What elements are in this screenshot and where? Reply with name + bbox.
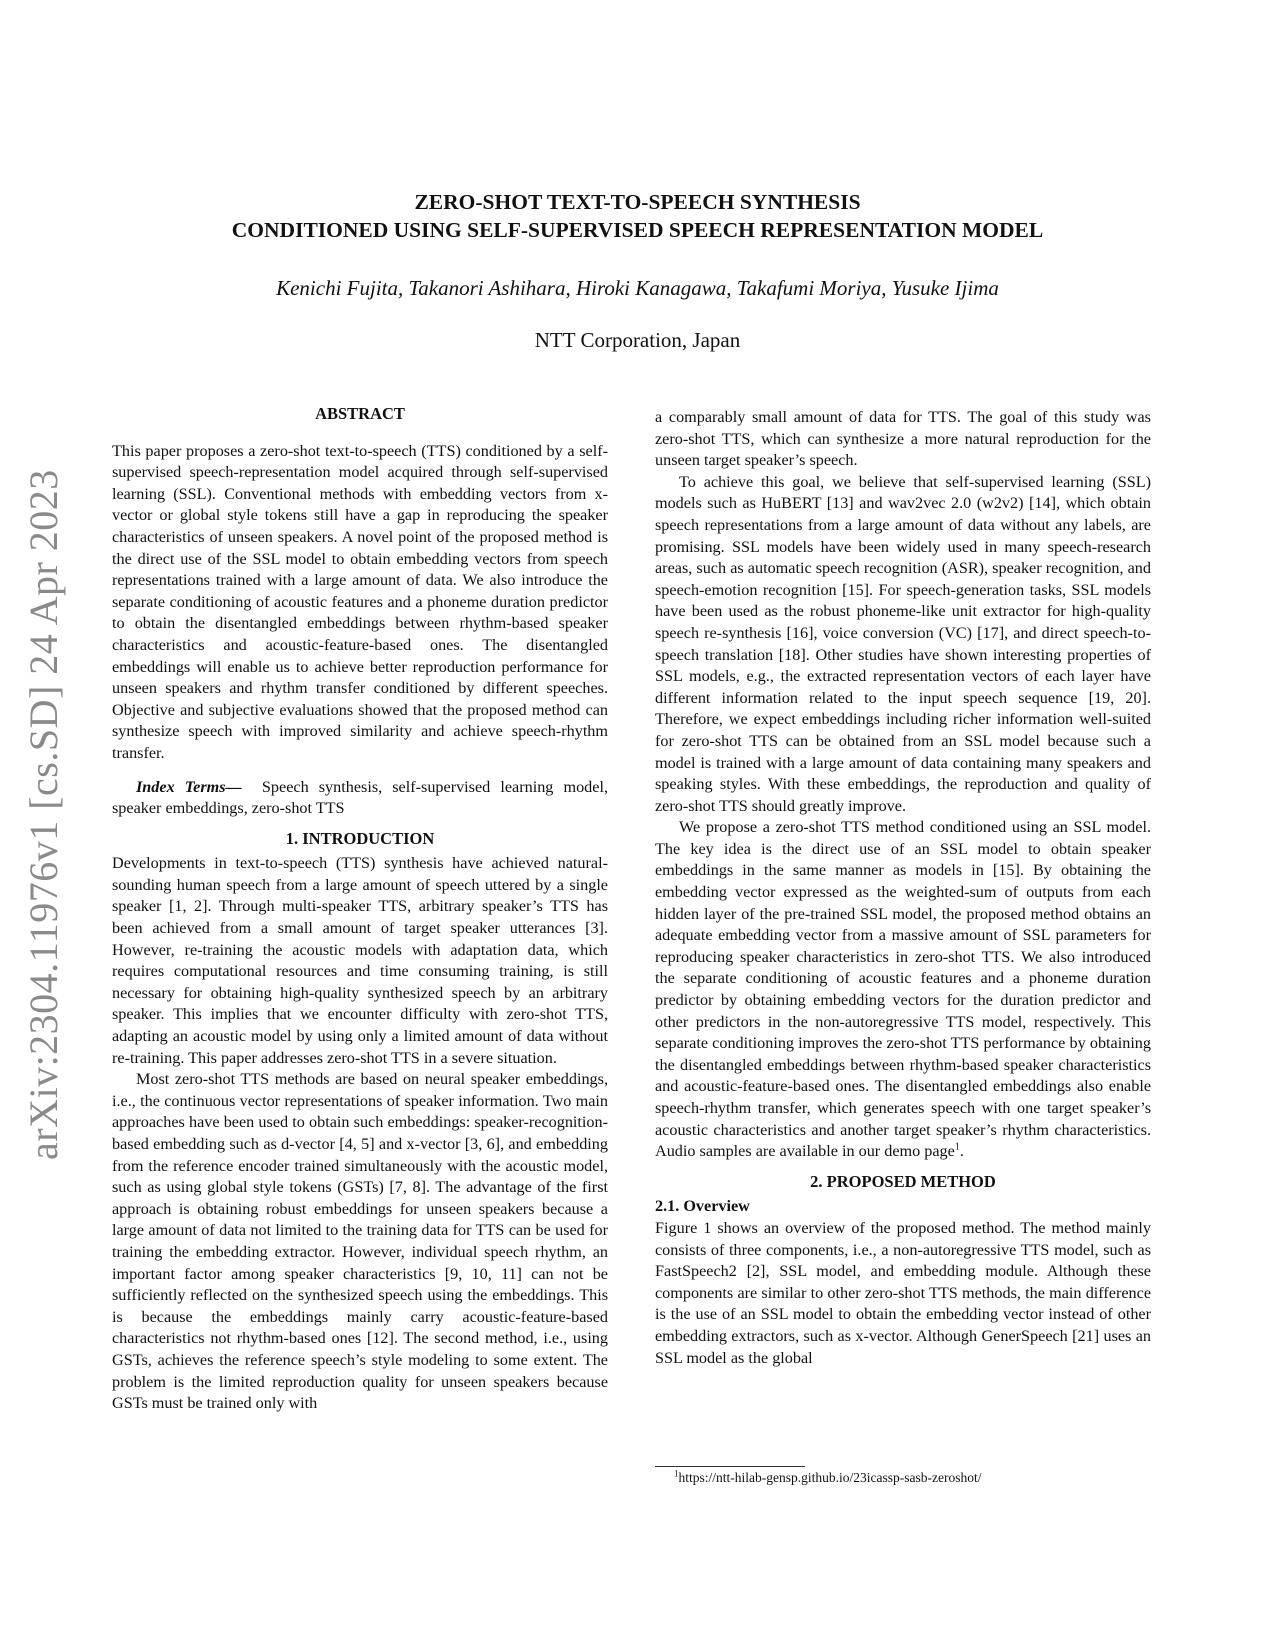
footnote — [674, 1470, 981, 1486]
index-terms — [112, 777, 608, 820]
proposed-method-heading: 2. PROPOSED METHOD — [810, 1171, 996, 1191]
intro-paragraph-2: Most zero-shot TTS methods are based on neural speaker embeddings, i.e., the continuous vector representations of speaker information. Two main approaches have been used to obtain such embeddings: speaker-recognition-based embedding such as d-vector [4, 5] and x-vector [3, 6], and embedding from the reference encoder trained simultaneously with the acoustic model, such as using global style tokens (GSTs) [7, 8]. The advantage of the first approach is obtaining robust embeddings for unseen speakers because a large amount of data not limited to the training data for TTS can be used for training the embedding extractor. However, individual speech rhythm, an important factor among speaker characteristics [9, 10, 11] can not be sufficiently reflected on the synthesized speech using the embeddings. This is because the embeddings mainly carry acoustic-feature-based characteristics not rhythm-based ones [12]. The second method, i.e., using GSTs, achieves the reference speech’s style modeling to some extent. The problem is the limited reproduction quality for unseen speakers because GSTs must be trained only with — [112, 1070, 608, 1413]
affiliation: NTT Corporation, Japan — [534, 328, 741, 352]
abstract-text: This paper proposes a zero-shot text-to-speech (TTS) conditioned by a self-supervised speech-representation model acquired through self-supervised learning (SSL). Conventional methods with embedding vectors from x-vector or global style tokens still have a gap in reproducing the speaker characteristics of unseen speakers. A novel point of the proposed method is the direct use of the SSL model to obtain embedding vectors from speech representations trained with a large amount of data. We also introduce the separate conditioning of acoustic features and a phoneme duration predictor to obtain the disentangled embeddings between rhythm-based speaker characteristics and acoustic-feature-based ones. The disentangled embeddings will enable us to achieve better reproduction performance for unseen speakers and rhythm transfer conditioned by different speeches. Objective and subjective evaluations showed that the proposed method can synthesize speech with improved similarity and achieve speech-rhythm transfer. — [112, 441, 608, 762]
intro-paragraph-5 — [655, 817, 1151, 1163]
method-paragraph-1: Figure 1 shows an overview of the proposed method. The method mainly consists of three components, i.e., a non-autoregressive TTS model, such as FastSpeech2 [2], SSL model, and embedding module. Although these components are similar to other zero-shot TTS methods, the main difference is the use of an SSL model to obtain the embedding vector instead of other embedding extractors, such as x-vector. Although GenerSpeech [21] uses an SSL model as the global — [655, 1218, 1151, 1367]
footnote-rule — [655, 1466, 805, 1467]
intro-paragraph-1: Developments in text-to-speech (TTS) synthesis have achieved natural-sounding human speech from a large amount of speech uttered by a single speaker [1, 2]. Through multi-speaker TTS, arbitrary speaker’s TTS has been achieved from a small amount of target speaker utterances [3]. However, re-training the acoustic models with adaptation data, which requires computational resources and time consuming training, is still necessary for obtaining high-quality synthesized speech by an arbitrary speaker. This implies that we encounter difficulty with zero-shot TTS, adapting an acoustic model by using only a limited amount of data without re-training. This paper addresses zero-shot TTS in a severe situation. — [112, 854, 608, 1067]
left-column — [112, 404, 608, 1415]
overview-subheading: 2.1. Overview — [655, 1197, 750, 1216]
footnote-mark: 1 — [954, 1141, 960, 1153]
intro-paragraph-5-text: We propose a zero-shot TTS method conditioned using an SSL model. The key idea is the direct use of an SSL model to obtain speaker embeddings in the same manner as models in [15]. By obtaining the embedding vector expressed as the weighted-sum of outputs from each hidden layer of the pre-trained SSL model, the proposed method obtains an adequate embedding vector from a massive amount of SSL parameters for reproducing speaker characteristics in zero-shot TTS. We also introduced the separate conditioning of acoustic features and a phoneme duration predictor by obtaining embedding vectors for the duration predictor and other predictors in the non-autoregressive TTS model, respectively. This separate conditioning improves the zero-shot TTS performance by obtaining the disentangled embeddings between rhythm-based speaker characteristics and acoustic-feature-based ones. The disentangled embeddings also enable speech-rhythm transfer, which generates speech with one target speaker’s acoustic characteristics and another target speaker’s rhythm characteristics. Audio samples are available in our demo page — [655, 818, 1151, 1161]
footnote-link[interactable]: https://ntt-hilab-gensp.github.io/23icassp-sasb-zeroshot/ — [678, 1470, 982, 1485]
index-terms-label: Index Terms— — [136, 777, 242, 796]
right-column — [655, 407, 1151, 1369]
index-terms-text: Speech synthesis, self-supervised learning model, speaker embeddings, zero-shot TTS — [112, 777, 608, 818]
arxiv-stamp: arXiv:2304.11976v1 [cs.SD] 24 Apr 2023 — [21, 469, 66, 1160]
author-list: Kenichi Fujita, Takanori Ashihara, Hiroki Kanagawa, Takafumi Moriya, Yusuke Ijima — [276, 276, 999, 300]
footnote-number: 1 — [674, 1468, 679, 1479]
intro-paragraph-4: To achieve this goal, we believe that self-supervised learning (SSL) models such as HuBERT [13] and wav2vec 2.0 (w2v2) [14], which obtain speech representations from a large amount of data without any labels, are promising. SSL models have been widely used in many speech-research areas, such as automatic speech recognition (ASR), speaker recognition, and speech-emotion recognition [15]. For speech-generation tasks, SSL models have been used as the robust phoneme-like unit extractor for high-quality speech re-synthesis [16], voice conversion (VC) [17], and direct speech-to-speech translation [18]. Other studies have shown interesting properties of SSL models, e.g., the extracted representation vectors of each layer have different information related to the input speech sequence [19, 20]. Therefore, we expect embeddings including richer information well-suited for zero-shot TTS can be obtained from an SSL model because such a model is trained with a large amount of data containing many speakers and speaking styles. With these embeddings, the reproduction and quality of zero-shot TTS should greatly improve. — [655, 472, 1151, 815]
intro-paragraph-3: a comparably small amount of data for TTS. The goal of this study was zero-shot TTS, which can synthesize a more natural reproduction for the unseen target speaker’s speech. — [655, 408, 1151, 470]
title-line-2: CONDITIONED USING SELF-SUPERVISED SPEECH REPRESENTATION MODEL — [231, 218, 1044, 242]
title-line-1: ZERO-SHOT TEXT-TO-SPEECH SYNTHESIS — [414, 190, 861, 214]
paper-title — [0, 188, 1275, 244]
introduction-heading: 1. INTRODUCTION — [285, 828, 435, 848]
intro-paragraph-5-end: . — [959, 1142, 964, 1161]
abstract-heading: ABSTRACT — [315, 404, 405, 423]
